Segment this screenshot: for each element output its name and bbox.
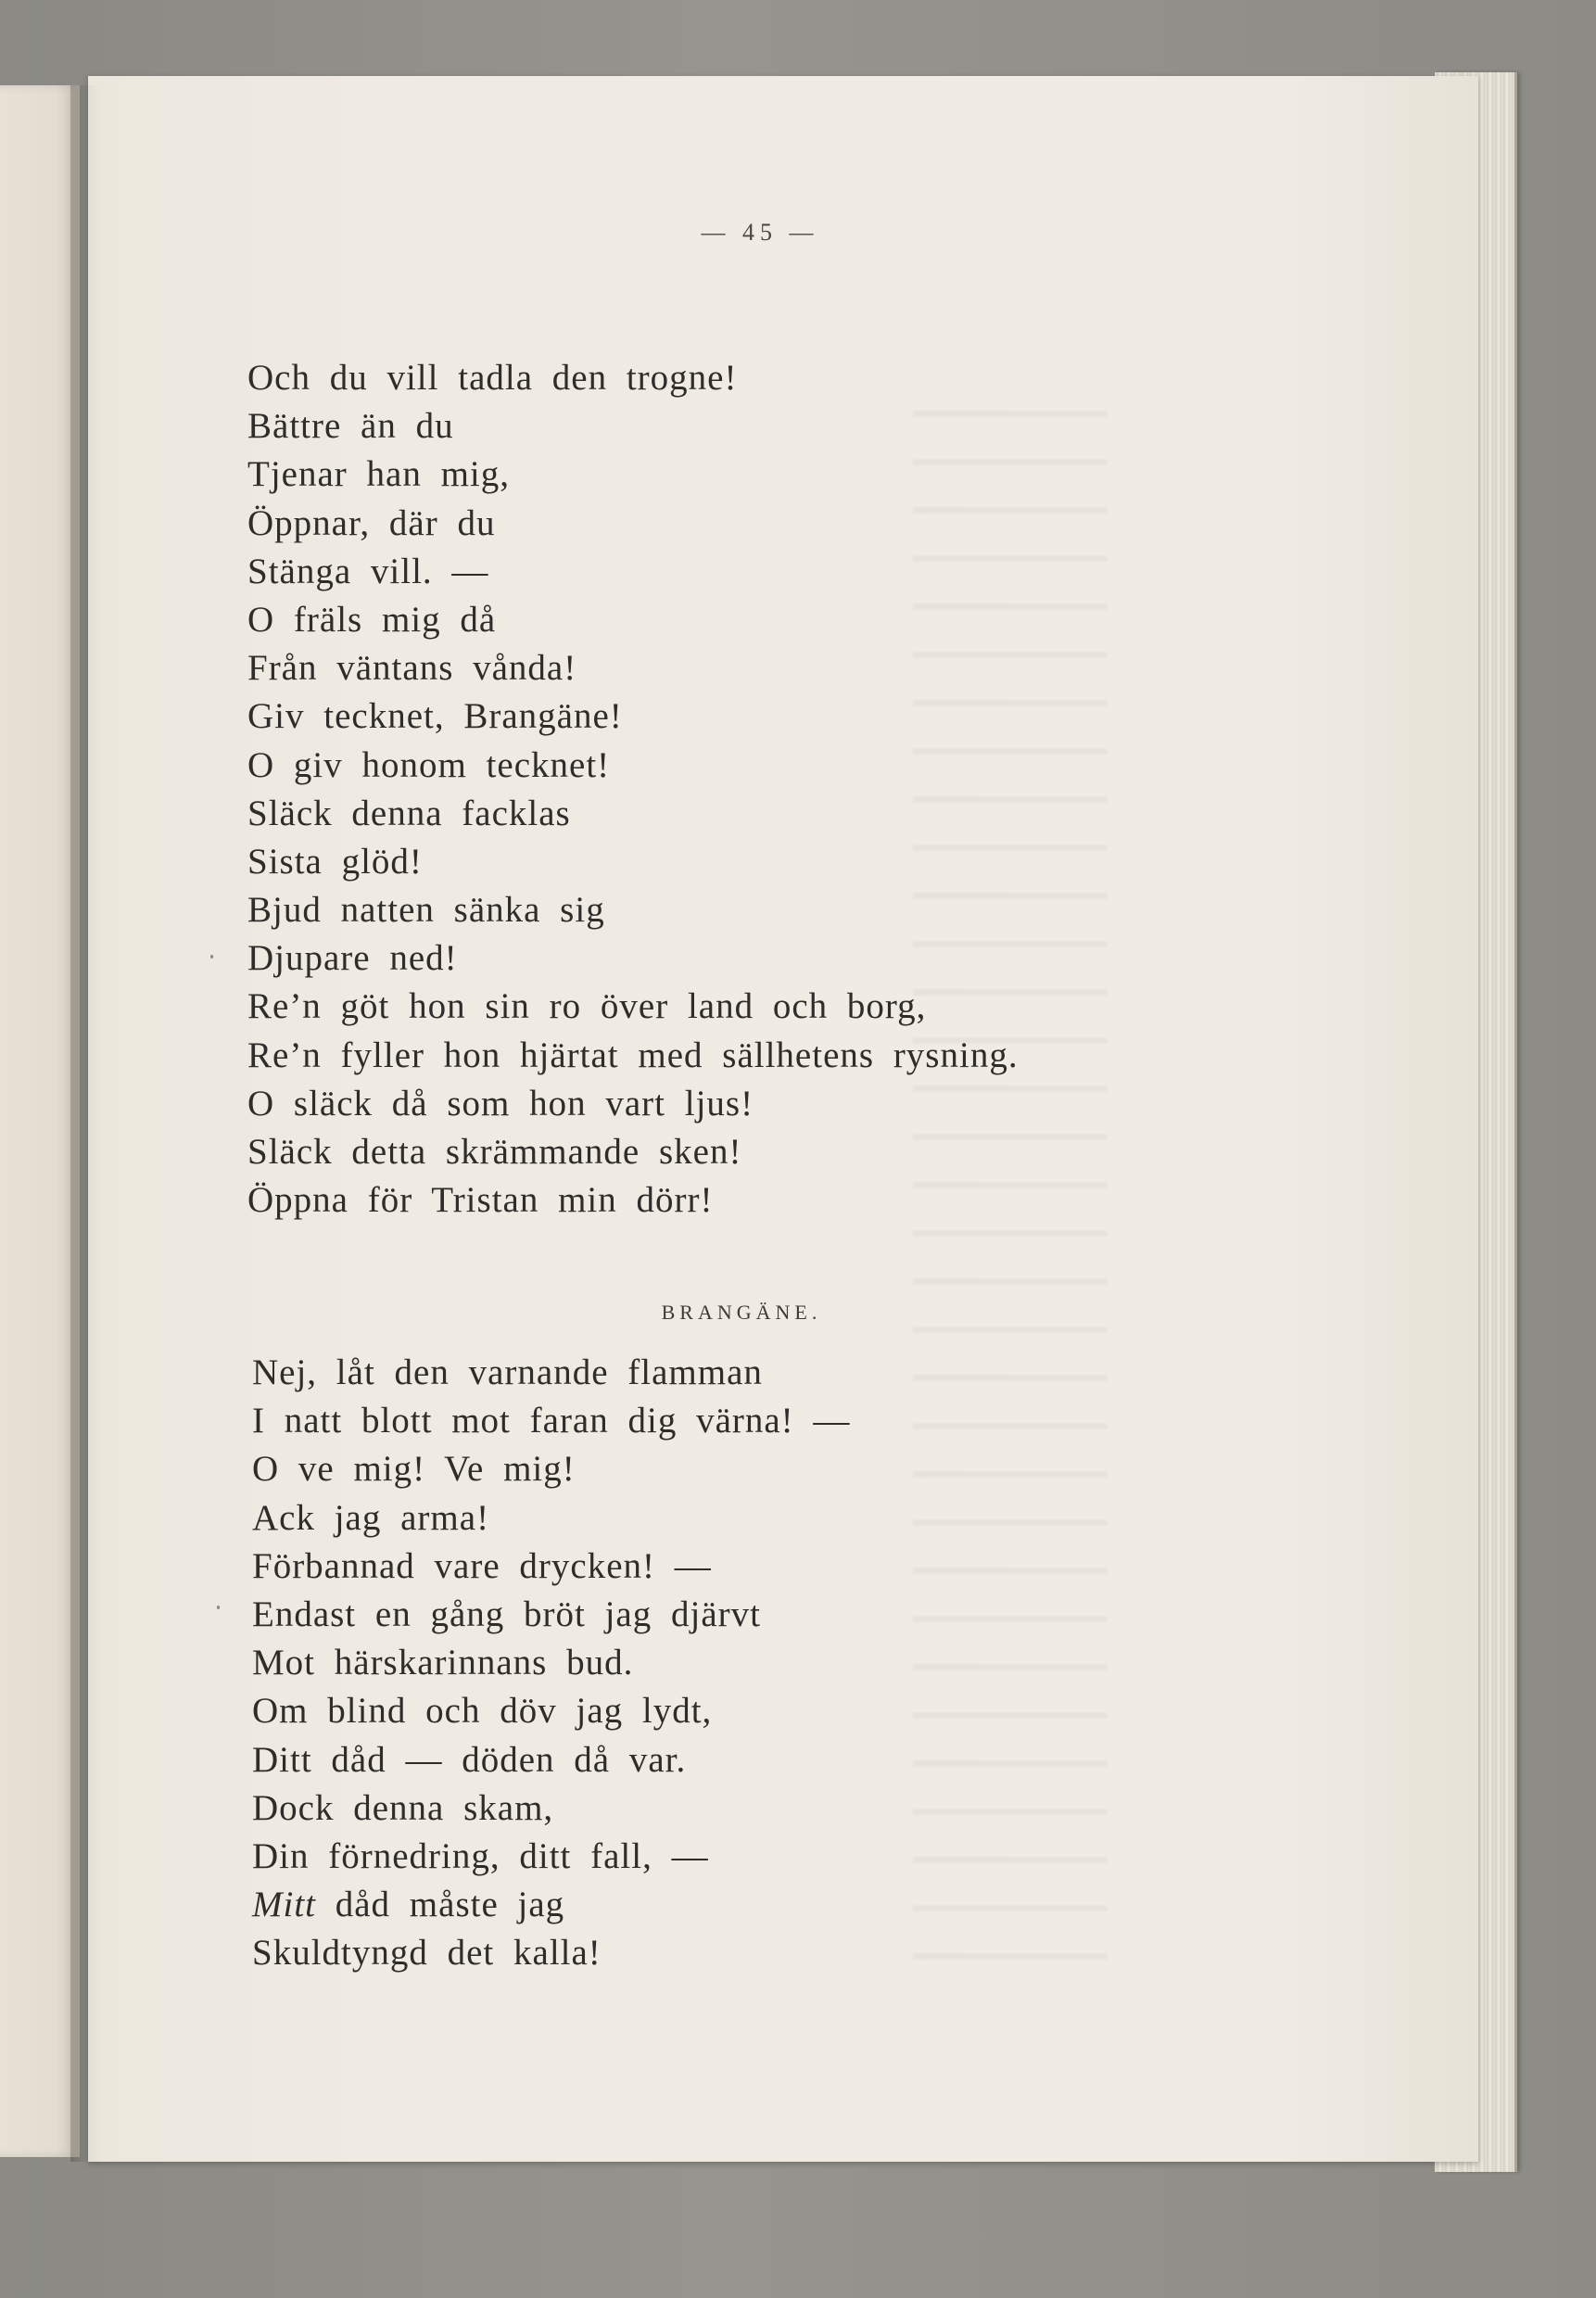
verse-line: Re’n fyller hon hjärtat med sällhetens rysning.	[247, 1035, 1019, 1075]
gutter-shadow	[70, 85, 102, 2162]
verse-line-rest: dåd måste jag	[335, 1885, 565, 1925]
verse-line: I natt blott mot faran dig värna! —	[252, 1401, 851, 1441]
verse-line: Din förnedring, ditt fall, —	[252, 1835, 709, 1876]
verse-line: Öppnar, där du	[247, 502, 496, 543]
paper-speck	[210, 955, 213, 959]
verse-line: Tjenar han mig,	[247, 454, 510, 495]
verse-line: Endast en gång bröt jag djärvt	[252, 1593, 761, 1634]
verse-line: Bättre än du	[247, 406, 454, 447]
verse-line: Och du vill tadla den trogne!	[247, 358, 738, 398]
verse-line: O giv honom tecknet!	[247, 744, 611, 785]
verse-line: Släck detta skrämmande sken!	[247, 1132, 742, 1172]
verse-line: Djupare ned!	[247, 938, 458, 979]
verse-line: Öppna för Tristan min dörr!	[247, 1180, 714, 1221]
verse-line: O släck då som hon vart ljus!	[247, 1083, 754, 1124]
book-page	[88, 76, 1478, 2162]
verse-line: Nej, låt den varnande flamman	[252, 1352, 763, 1392]
verse-line: Skuldtyngd det kalla!	[252, 1933, 602, 1974]
verse-stanza-one	[247, 354, 1019, 1225]
paper-speck	[217, 1606, 220, 1609]
verse-line: Från väntans vånda!	[247, 648, 577, 689]
verse-line: Ditt dåd — döden då var.	[252, 1739, 687, 1780]
left-page-edge	[0, 85, 80, 2157]
verse-line: Släck denna facklas	[247, 793, 571, 833]
verse-line: O fräls mig då	[247, 599, 497, 640]
verse-line: Förbannad vare drycken! —	[252, 1545, 712, 1586]
verse-line: Dock denna skam,	[252, 1787, 554, 1828]
verse-line-emphasis	[252, 1881, 850, 1929]
page-number: — 45 —	[701, 219, 819, 246]
verse-line: Mot härskarinnans bud.	[252, 1643, 634, 1683]
verse-line: Bjud natten sänka sig	[247, 890, 605, 931]
verse-line: Sista glöd!	[247, 841, 423, 882]
verse-line: Om blind och döv jag lydt,	[252, 1691, 713, 1732]
verse-line: Giv tecknet, Brangäne!	[247, 696, 623, 737]
verse-line: O ve mig! Ve mig!	[252, 1449, 576, 1490]
verse-line: Re’n göt hon sin ro över land och borg,	[247, 986, 927, 1027]
verse-line: Stänga vill. —	[247, 551, 489, 591]
verse-stanza-two	[252, 1349, 850, 1977]
italic-word: Mitt	[252, 1885, 316, 1925]
speaker-heading: BRANGÄNE.	[661, 1301, 822, 1324]
verse-line: Ack jag arma!	[252, 1497, 490, 1538]
